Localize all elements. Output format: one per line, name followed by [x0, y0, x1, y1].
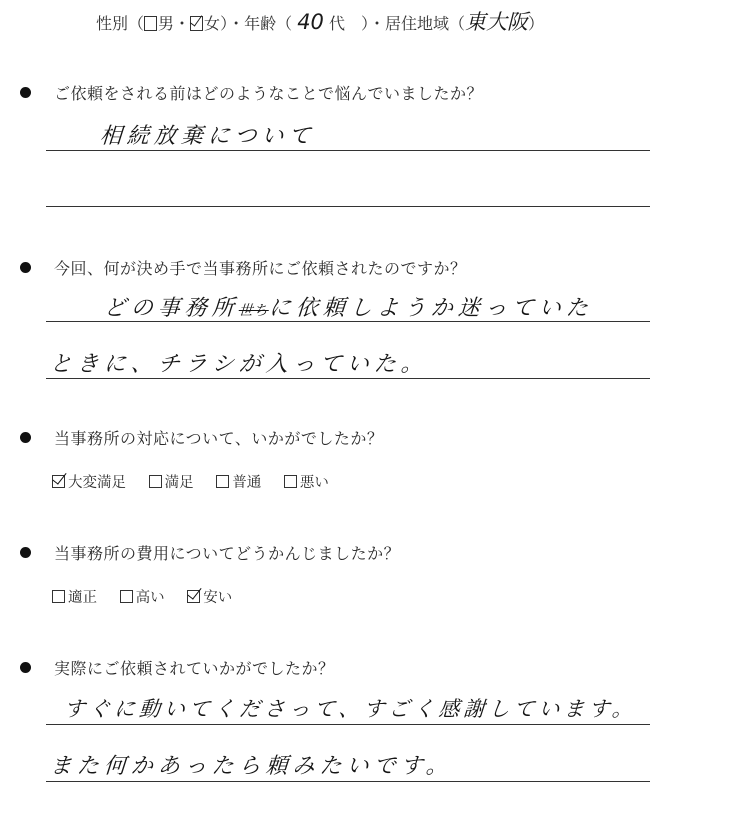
fee-options	[52, 586, 250, 607]
question-bullet	[20, 262, 31, 273]
struck-text: 世ち	[238, 303, 270, 319]
answer-rule	[46, 378, 650, 379]
respondent-info	[96, 6, 544, 36]
answer-rule	[46, 150, 650, 151]
checkbox-checked[interactable]	[52, 475, 65, 488]
residence-close: ）	[528, 14, 545, 33]
question-bullet	[20, 662, 31, 673]
question-bullet	[20, 87, 31, 98]
answer-2-line-2: ときに、チラシが入っていた。	[48, 352, 429, 377]
male-label: 男	[158, 14, 175, 33]
option-expensive[interactable]: 高い	[120, 586, 165, 607]
female-checkbox[interactable]	[190, 16, 203, 31]
checkbox[interactable]	[216, 475, 229, 488]
question-4: 当事務所の費用についてどうかんじましたか？	[54, 544, 401, 563]
checkbox[interactable]	[52, 590, 65, 603]
answer-rule	[46, 724, 650, 725]
option-bad[interactable]: 悪い	[284, 471, 329, 492]
checkbox[interactable]	[120, 590, 133, 603]
gender-close: ）	[220, 14, 229, 33]
question-3: 当事務所の対応について、いかがでしたか？	[54, 429, 384, 448]
question-1: ご依頼をされる前はどのようなことで悩んでいましたか？	[54, 84, 484, 103]
question-bullet	[20, 432, 31, 443]
option-satisfied[interactable]: 満足	[149, 471, 194, 492]
residence-value: 東大阪	[465, 10, 529, 34]
option-cheap[interactable]: 安い	[187, 586, 232, 607]
answer-2-line-1a: どの事務所	[102, 296, 240, 321]
answer-2-line-1b: に依頼しようか迷っていた	[268, 296, 594, 321]
answer-rule	[46, 781, 650, 782]
question-bullet	[20, 547, 31, 558]
question-2: 今回、何が決め手で当事務所にご依頼されたのですか？	[54, 259, 467, 278]
answer-1-line-1: 相続放棄について	[98, 124, 317, 149]
female-label: 女	[204, 14, 221, 33]
answer-5-line-2: また何かあったら頼みたいです。	[48, 754, 454, 779]
age-value: 40	[297, 10, 324, 34]
option-normal[interactable]: 普通	[216, 471, 261, 492]
gender-label: 性別（	[96, 14, 145, 33]
separator: ・	[174, 14, 191, 33]
checkbox[interactable]	[149, 475, 162, 488]
question-5: 実際にご依頼されていかがでしたか？	[54, 659, 335, 678]
answer-rule	[46, 206, 650, 207]
residence-label: ・居住地域（	[369, 14, 466, 33]
answer-rule	[46, 321, 650, 322]
age-unit: 代 ）	[329, 14, 370, 33]
option-very-satisfied[interactable]: 大変満足	[52, 471, 126, 492]
answer-5-line-1: すぐに動いてくださって、すごく感謝しています。	[63, 697, 638, 721]
male-checkbox[interactable]	[144, 16, 157, 31]
satisfaction-options	[52, 471, 347, 492]
checkbox-checked[interactable]	[187, 590, 200, 603]
option-appropriate[interactable]: 適正	[52, 586, 97, 607]
checkbox[interactable]	[284, 475, 297, 488]
age-label: ・年齢（	[228, 14, 293, 33]
answer-2-line-1	[103, 291, 594, 322]
